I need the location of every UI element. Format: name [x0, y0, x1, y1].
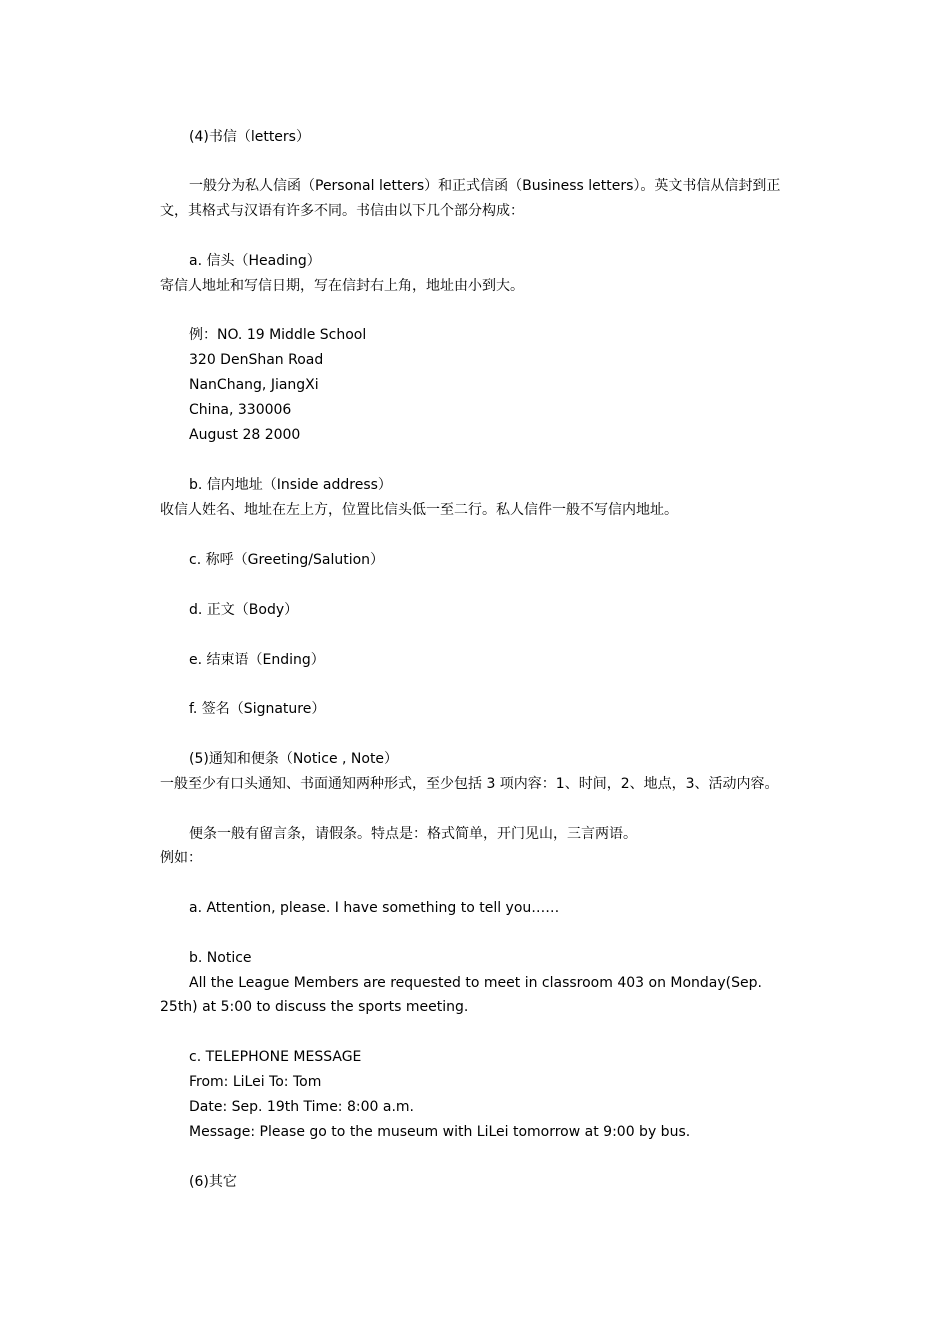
example-c-message: Message: Please go to the museum with LiLei tomorrow at 9:00 by bus.: [189, 1124, 691, 1140]
example-b-title: b. Notice: [189, 950, 252, 966]
notice-description: 一般至少有口头通知、书面通知两种形式，至少包括 3 项内容：1、时间，2、地点，3、活动内容。: [160, 776, 779, 792]
note-description: 便条一般有留言条，请假条。特点是：格式简单，开门见山，三言两语。: [189, 826, 637, 842]
section-heading-other: (6)其它: [189, 1174, 237, 1190]
example-c-date-time: Date: Sep. 19th Time: 8:00 a.m.: [189, 1099, 414, 1115]
heading-example-line: China, 330006: [189, 402, 292, 418]
letters-intro-line-1: 一般分为私人信函（Personal letters）和正式信函（Business letters）。英文书信从信封到正: [189, 178, 781, 194]
example-c-title: c. TELEPHONE MESSAGE: [189, 1049, 362, 1065]
heading-example-line: NanChang, JiangXi: [189, 377, 319, 393]
heading-example-line: August 28 2000: [189, 427, 301, 443]
example-b-line-1: All the League Members are requested to meet in classroom 403 on Monday(Sep.: [189, 975, 762, 991]
example-b-line-2: 25th) at 5:00 to discuss the sports meeting.: [160, 999, 469, 1015]
part-f-title: f. 签名（Signature）: [189, 701, 326, 717]
part-e-title: e. 结束语（Ending）: [189, 652, 325, 668]
part-b-description: 收信人姓名、地址在左上方，位置比信头低一至二行。私人信件一般不写信内地址。: [160, 502, 678, 518]
part-c-title: c. 称呼（Greeting/Salution）: [189, 552, 385, 568]
letters-intro-line-2: 文，其格式与汉语有许多不同。书信由以下几个部分构成：: [160, 203, 524, 219]
part-a-title: a. 信头（Heading）: [189, 253, 321, 269]
part-d-title: d. 正文（Body）: [189, 602, 299, 618]
heading-example-line: 例：NO. 19 Middle School: [189, 327, 367, 343]
example-a: a. Attention, please. I have something to tell you……: [189, 900, 560, 916]
heading-example-line: 320 DenShan Road: [189, 352, 324, 368]
part-b-title: b. 信内地址（Inside address）: [189, 477, 392, 493]
section-heading-notice: (5)通知和便条（Notice , Note）: [189, 751, 399, 767]
example-label: 例如：: [160, 850, 202, 866]
section-heading-letters: (4)书信（letters）: [189, 129, 310, 145]
example-c-from-to: From: LiLei To: Tom: [189, 1074, 322, 1090]
part-a-description: 寄信人地址和写信日期，写在信封右上角，地址由小到大。: [160, 278, 524, 294]
